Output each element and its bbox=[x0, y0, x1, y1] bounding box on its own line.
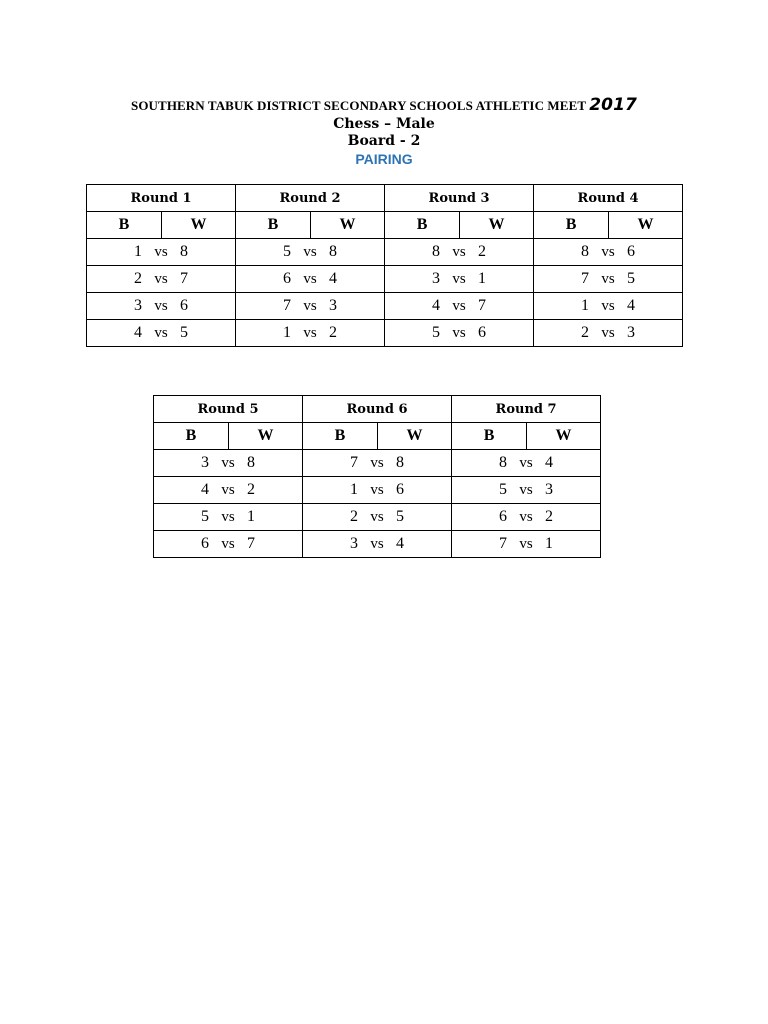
black-player-number: 2 bbox=[350, 508, 359, 525]
white-player-number: 7 bbox=[247, 535, 255, 552]
category-title: Chess – Male bbox=[333, 116, 435, 132]
white-player-number: 2 bbox=[545, 508, 554, 525]
versus-label: vs bbox=[154, 324, 168, 341]
white-player-number: 7 bbox=[180, 270, 188, 287]
versus-label: vs bbox=[519, 535, 533, 552]
black-player-number: 6 bbox=[283, 270, 292, 287]
match-cell bbox=[534, 239, 683, 266]
white-column-header: W bbox=[162, 212, 236, 239]
round-label: Round 7 bbox=[452, 396, 601, 423]
pairing-row bbox=[154, 477, 601, 504]
versus-label: vs bbox=[303, 297, 317, 314]
white-player-number: 4 bbox=[396, 535, 405, 552]
black-column-header: B bbox=[385, 212, 460, 239]
white-column-header: W bbox=[527, 423, 601, 450]
match-cell bbox=[236, 293, 385, 320]
versus-label: vs bbox=[221, 481, 235, 498]
round-label: Round 6 bbox=[303, 396, 452, 423]
versus-label: vs bbox=[601, 324, 615, 341]
match-cell bbox=[154, 450, 303, 477]
color-header-row bbox=[154, 423, 601, 450]
white-player-number: 1 bbox=[478, 270, 487, 287]
white-player-number: 6 bbox=[478, 324, 487, 341]
white-column-header: W bbox=[229, 423, 303, 450]
black-player-number: 3 bbox=[134, 297, 142, 314]
versus-label: vs bbox=[452, 270, 466, 287]
round-label: Round 1 bbox=[87, 185, 236, 212]
versus-label: vs bbox=[452, 297, 466, 314]
white-column-header: W bbox=[460, 212, 534, 239]
black-column-header: B bbox=[534, 212, 609, 239]
white-column-header: W bbox=[311, 212, 385, 239]
black-player-number: 4 bbox=[201, 481, 209, 498]
pairing-row bbox=[87, 239, 683, 266]
pairing-row bbox=[154, 450, 601, 477]
black-player-number: 3 bbox=[201, 454, 209, 471]
versus-label: vs bbox=[370, 535, 384, 552]
black-column-header: B bbox=[87, 212, 162, 239]
versus-label: vs bbox=[154, 243, 168, 260]
event-name: SOUTHERN TABUK DISTRICT SECONDARY SCHOOLS ATHLETIC MEET bbox=[131, 98, 586, 113]
black-column-header: B bbox=[303, 423, 378, 450]
white-player-number: 8 bbox=[180, 243, 188, 260]
match-cell bbox=[534, 293, 683, 320]
black-player-number: 1 bbox=[350, 481, 359, 498]
match-cell bbox=[303, 504, 452, 531]
white-player-number: 2 bbox=[329, 324, 338, 341]
match-cell bbox=[87, 266, 236, 293]
white-player-number: 1 bbox=[247, 508, 255, 525]
black-player-number: 7 bbox=[350, 454, 359, 471]
match-cell bbox=[303, 531, 452, 558]
pairing-row bbox=[87, 320, 683, 347]
white-player-number: 2 bbox=[247, 481, 255, 498]
event-title bbox=[0, 95, 768, 116]
black-player-number: 7 bbox=[283, 297, 292, 314]
versus-label: vs bbox=[519, 508, 533, 525]
versus-label: vs bbox=[221, 508, 235, 525]
versus-label: vs bbox=[452, 243, 466, 260]
match-cell bbox=[385, 293, 534, 320]
match-cell bbox=[236, 320, 385, 347]
round-header-row bbox=[154, 396, 601, 423]
white-player-number: 5 bbox=[627, 270, 636, 287]
versus-label: vs bbox=[519, 454, 533, 471]
white-player-number: 5 bbox=[180, 324, 188, 341]
white-player-number: 4 bbox=[627, 297, 636, 314]
match-cell bbox=[385, 266, 534, 293]
black-column-header: B bbox=[236, 212, 311, 239]
black-player-number: 8 bbox=[432, 243, 441, 260]
versus-label: vs bbox=[303, 243, 317, 260]
versus-label: vs bbox=[221, 535, 235, 552]
match-cell bbox=[534, 320, 683, 347]
match-cell bbox=[87, 239, 236, 266]
black-player-number: 7 bbox=[499, 535, 508, 552]
versus-label: vs bbox=[601, 297, 615, 314]
black-player-number: 1 bbox=[134, 243, 142, 260]
white-column-header: W bbox=[609, 212, 683, 239]
white-player-number: 6 bbox=[396, 481, 405, 498]
match-cell bbox=[236, 239, 385, 266]
black-player-number: 7 bbox=[581, 270, 590, 287]
versus-label: vs bbox=[303, 270, 317, 287]
black-player-number: 5 bbox=[432, 324, 441, 341]
white-player-number: 4 bbox=[545, 454, 554, 471]
black-player-number: 5 bbox=[201, 508, 209, 525]
black-player-number: 1 bbox=[283, 324, 292, 341]
event-year: 2017 bbox=[589, 95, 637, 115]
round-label: Round 4 bbox=[534, 185, 683, 212]
section-title: PAIRING bbox=[355, 151, 413, 167]
match-cell bbox=[452, 477, 601, 504]
versus-label: vs bbox=[601, 243, 615, 260]
black-player-number: 2 bbox=[134, 270, 142, 287]
round-label: Round 5 bbox=[154, 396, 303, 423]
match-cell bbox=[154, 504, 303, 531]
pairings-table-rounds-1-4 bbox=[86, 184, 683, 347]
color-header-row bbox=[87, 212, 683, 239]
white-player-number: 3 bbox=[545, 481, 554, 498]
black-player-number: 8 bbox=[499, 454, 508, 471]
black-column-header: B bbox=[452, 423, 527, 450]
black-player-number: 4 bbox=[432, 297, 441, 314]
versus-label: vs bbox=[370, 508, 384, 525]
match-cell bbox=[87, 293, 236, 320]
white-player-number: 8 bbox=[329, 243, 338, 260]
pairing-row bbox=[87, 266, 683, 293]
pairing-row bbox=[87, 293, 683, 320]
match-cell bbox=[385, 320, 534, 347]
match-cell bbox=[87, 320, 236, 347]
board-title: Board - 2 bbox=[347, 133, 421, 149]
match-cell bbox=[154, 531, 303, 558]
round-header-row bbox=[87, 185, 683, 212]
document-header bbox=[0, 95, 768, 168]
versus-label: vs bbox=[370, 454, 384, 471]
versus-label: vs bbox=[154, 297, 168, 314]
match-cell bbox=[534, 266, 683, 293]
white-player-number: 2 bbox=[478, 243, 487, 260]
match-cell bbox=[452, 450, 601, 477]
match-cell bbox=[154, 477, 303, 504]
match-cell bbox=[303, 450, 452, 477]
versus-label: vs bbox=[519, 481, 533, 498]
match-cell bbox=[452, 504, 601, 531]
black-player-number: 6 bbox=[499, 508, 508, 525]
pairings-table-rounds-5-7 bbox=[153, 395, 601, 558]
white-player-number: 6 bbox=[180, 297, 188, 314]
match-cell bbox=[236, 266, 385, 293]
black-player-number: 6 bbox=[201, 535, 209, 552]
versus-label: vs bbox=[601, 270, 615, 287]
white-player-number: 8 bbox=[247, 454, 255, 471]
black-player-number: 5 bbox=[283, 243, 292, 260]
match-cell bbox=[303, 477, 452, 504]
black-player-number: 4 bbox=[134, 324, 142, 341]
match-cell bbox=[385, 239, 534, 266]
black-player-number: 5 bbox=[499, 481, 508, 498]
round-label: Round 3 bbox=[385, 185, 534, 212]
match-cell bbox=[452, 531, 601, 558]
versus-label: vs bbox=[452, 324, 466, 341]
versus-label: vs bbox=[370, 481, 384, 498]
versus-label: vs bbox=[221, 454, 235, 471]
black-player-number: 1 bbox=[581, 297, 590, 314]
white-player-number: 3 bbox=[627, 324, 636, 341]
white-player-number: 3 bbox=[329, 297, 338, 314]
black-player-number: 3 bbox=[350, 535, 359, 552]
white-player-number: 1 bbox=[545, 535, 554, 552]
black-player-number: 8 bbox=[581, 243, 590, 260]
versus-label: vs bbox=[154, 270, 168, 287]
pairing-row bbox=[154, 531, 601, 558]
white-player-number: 5 bbox=[396, 508, 405, 525]
black-player-number: 3 bbox=[432, 270, 441, 287]
white-player-number: 6 bbox=[627, 243, 636, 260]
white-player-number: 7 bbox=[478, 297, 487, 314]
pairing-row bbox=[154, 504, 601, 531]
white-player-number: 8 bbox=[396, 454, 405, 471]
black-player-number: 2 bbox=[581, 324, 590, 341]
white-column-header: W bbox=[378, 423, 452, 450]
black-column-header: B bbox=[154, 423, 229, 450]
versus-label: vs bbox=[303, 324, 317, 341]
white-player-number: 4 bbox=[329, 270, 338, 287]
round-label: Round 2 bbox=[236, 185, 385, 212]
